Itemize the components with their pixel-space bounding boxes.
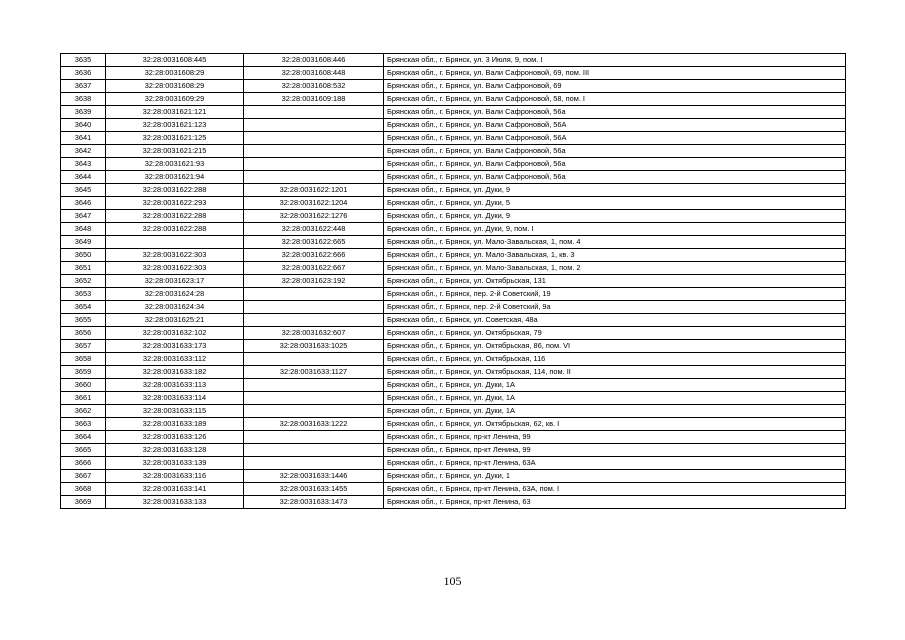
table-row — [61, 340, 846, 353]
address-cell: Брянская обл., г. Брянск, ул. Вали Сафроновой, 56А — [384, 132, 846, 145]
row-number-cell: 3651 — [61, 262, 106, 275]
row-number-cell: 3652 — [61, 275, 106, 288]
table-row — [61, 405, 846, 418]
building-cadastral-number-cell: 32:28:0031633:1025 — [244, 340, 384, 353]
building-cadastral-number-cell: 32:28:0031609:188 — [244, 93, 384, 106]
row-number-cell: 3644 — [61, 171, 106, 184]
land-cadastral-number-cell: 32:28:0031621:93 — [106, 158, 244, 171]
row-number-cell: 3660 — [61, 379, 106, 392]
row-number-cell: 3638 — [61, 93, 106, 106]
address-cell: Брянская обл., г. Брянск, пр-кт Ленина, 99 — [384, 444, 846, 457]
land-cadastral-number-cell: 32:28:0031608:29 — [106, 80, 244, 93]
table-row — [61, 275, 846, 288]
row-number-cell: 3640 — [61, 119, 106, 132]
address-cell: Брянская обл., г. Брянск, ул. Дуки, 1А — [384, 379, 846, 392]
address-cell: Брянская обл., г. Брянск, ул. Октябрьская, 114, пом. II — [384, 366, 846, 379]
row-number-cell: 3658 — [61, 353, 106, 366]
row-number-cell: 3665 — [61, 444, 106, 457]
building-cadastral-number-cell: 32:28:0031632:607 — [244, 327, 384, 340]
row-number-cell: 3650 — [61, 249, 106, 262]
land-cadastral-number-cell: 32:28:0031622:288 — [106, 210, 244, 223]
land-cadastral-number-cell: 32:28:0031609:29 — [106, 93, 244, 106]
address-cell: Брянская обл., г. Брянск, пр-кт Ленина, 63 — [384, 496, 846, 509]
building-cadastral-number-cell: 32:28:0031623:192 — [244, 275, 384, 288]
row-number-cell: 3659 — [61, 366, 106, 379]
building-cadastral-number-cell — [244, 132, 384, 145]
table-row — [61, 483, 846, 496]
land-cadastral-number-cell: 32:28:0031633:139 — [106, 457, 244, 470]
row-number-cell: 3667 — [61, 470, 106, 483]
row-number-cell: 3647 — [61, 210, 106, 223]
table-row — [61, 210, 846, 223]
building-cadastral-number-cell — [244, 158, 384, 171]
building-cadastral-number-cell: 32:28:0031608:448 — [244, 67, 384, 80]
table-row — [61, 457, 846, 470]
table-row — [61, 54, 846, 67]
address-cell: Брянская обл., г. Брянск, ул. Октябрьская, 79 — [384, 327, 846, 340]
row-number-cell: 3639 — [61, 106, 106, 119]
building-cadastral-number-cell: 32:28:0031622:1276 — [244, 210, 384, 223]
table-row — [61, 379, 846, 392]
table-row — [61, 392, 846, 405]
table-row — [61, 184, 846, 197]
row-number-cell: 3666 — [61, 457, 106, 470]
address-cell: Брянская обл., г. Брянск, ул. Дуки, 5 — [384, 197, 846, 210]
building-cadastral-number-cell — [244, 392, 384, 405]
row-number-cell: 3646 — [61, 197, 106, 210]
land-cadastral-number-cell: 32:28:0031623:17 — [106, 275, 244, 288]
page-number: 105 — [443, 574, 462, 588]
address-cell: Брянская обл., г. Брянск, ул. Дуки, 9, пом. I — [384, 223, 846, 236]
building-cadastral-number-cell — [244, 106, 384, 119]
building-cadastral-number-cell — [244, 457, 384, 470]
address-cell: Брянская обл., г. Брянск, ул. Дуки, 1 — [384, 470, 846, 483]
table-row — [61, 366, 846, 379]
address-cell: Брянская обл., г. Брянск, ул. 3 Июля, 9, пом. I — [384, 54, 846, 67]
row-number-cell: 3642 — [61, 145, 106, 158]
address-cell: Брянская обл., г. Брянск, ул. Мало-Завальская, 1, пом. 2 — [384, 262, 846, 275]
building-cadastral-number-cell — [244, 288, 384, 301]
land-cadastral-number-cell: 32:28:0031633:116 — [106, 470, 244, 483]
row-number-cell: 3655 — [61, 314, 106, 327]
address-cell: Брянская обл., г. Брянск, ул. Дуки, 1А — [384, 405, 846, 418]
building-cadastral-number-cell: 32:28:0031633:1127 — [244, 366, 384, 379]
table-row — [61, 106, 846, 119]
address-cell: Брянская обл., г. Брянск, ул. Мало-Завальская, 1, кв. 3 — [384, 249, 846, 262]
building-cadastral-number-cell: 32:28:0031608:532 — [244, 80, 384, 93]
land-cadastral-number-cell: 32:28:0031625:21 — [106, 314, 244, 327]
land-cadastral-number-cell: 32:28:0031633:189 — [106, 418, 244, 431]
row-number-cell: 3653 — [61, 288, 106, 301]
table-row — [61, 301, 846, 314]
table-row — [61, 249, 846, 262]
table-row — [61, 496, 846, 509]
building-cadastral-number-cell — [244, 431, 384, 444]
table-row — [61, 418, 846, 431]
building-cadastral-number-cell — [244, 301, 384, 314]
building-cadastral-number-cell — [244, 353, 384, 366]
row-number-cell: 3664 — [61, 431, 106, 444]
table-row — [61, 262, 846, 275]
address-cell: Брянская обл., г. Брянск, ул. Дуки, 9 — [384, 210, 846, 223]
table-row — [61, 67, 846, 80]
address-cell: Брянская обл., г. Брянск, ул. Вали Сафроновой, 58, пом. I — [384, 93, 846, 106]
table-row — [61, 93, 846, 106]
table-row — [61, 327, 846, 340]
building-cadastral-number-cell — [244, 379, 384, 392]
building-cadastral-number-cell: 32:28:0031633:1473 — [244, 496, 384, 509]
land-cadastral-number-cell: 32:28:0031632:102 — [106, 327, 244, 340]
address-cell: Брянская обл., г. Брянск, пр-кт Ленина, 63А — [384, 457, 846, 470]
table-row — [61, 119, 846, 132]
row-number-cell: 3669 — [61, 496, 106, 509]
address-cell: Брянская обл., г. Брянск, ул. Мало-Завальская, 1, пом. 4 — [384, 236, 846, 249]
table-row — [61, 158, 846, 171]
land-cadastral-number-cell: 32:28:0031621:215 — [106, 145, 244, 158]
table-row — [61, 444, 846, 457]
address-cell: Брянская обл., г. Брянск, ул. Октябрьская, 86, пом. VI — [384, 340, 846, 353]
table-row — [61, 132, 846, 145]
land-cadastral-number-cell: 32:28:0031621:94 — [106, 171, 244, 184]
address-cell: Брянская обл., г. Брянск, пер. 2-й Советский, 9а — [384, 301, 846, 314]
land-cadastral-number-cell: 32:28:0031621:125 — [106, 132, 244, 145]
table-row — [61, 80, 846, 93]
building-cadastral-number-cell: 32:28:0031622:666 — [244, 249, 384, 262]
row-number-cell: 3661 — [61, 392, 106, 405]
land-cadastral-number-cell — [106, 236, 244, 249]
row-number-cell: 3636 — [61, 67, 106, 80]
building-cadastral-number-cell — [244, 444, 384, 457]
land-cadastral-number-cell: 32:28:0031622:303 — [106, 262, 244, 275]
address-cell: Брянская обл., г. Брянск, ул. Вали Сафроновой, 69 — [384, 80, 846, 93]
building-cadastral-number-cell: 32:28:0031622:1204 — [244, 197, 384, 210]
address-cell: Брянская обл., г. Брянск, ул. Вали Сафроновой, 56а — [384, 171, 846, 184]
table-row — [61, 197, 846, 210]
table-body — [61, 54, 846, 509]
land-cadastral-number-cell: 32:28:0031633:128 — [106, 444, 244, 457]
row-number-cell: 3662 — [61, 405, 106, 418]
land-cadastral-number-cell: 32:28:0031633:173 — [106, 340, 244, 353]
address-cell: Брянская обл., г. Брянск, ул. Октябрьская, 62, кв. I — [384, 418, 846, 431]
table-row — [61, 353, 846, 366]
land-cadastral-number-cell: 32:28:0031624:34 — [106, 301, 244, 314]
row-number-cell: 3643 — [61, 158, 106, 171]
land-cadastral-number-cell: 32:28:0031608:29 — [106, 67, 244, 80]
table-row — [61, 171, 846, 184]
building-cadastral-number-cell: 32:28:0031633:1222 — [244, 418, 384, 431]
land-cadastral-number-cell: 32:28:0031622:288 — [106, 184, 244, 197]
row-number-cell: 3641 — [61, 132, 106, 145]
address-cell: Брянская обл., г. Брянск, пер. 2-й Советский, 19 — [384, 288, 846, 301]
land-cadastral-number-cell: 32:28:0031633:182 — [106, 366, 244, 379]
land-cadastral-number-cell: 32:28:0031633:133 — [106, 496, 244, 509]
land-cadastral-number-cell: 32:28:0031608:445 — [106, 54, 244, 67]
address-cell: Брянская обл., г. Брянск, пр-кт Ленина, 63А, пом. I — [384, 483, 846, 496]
row-number-cell: 3635 — [61, 54, 106, 67]
row-number-cell: 3648 — [61, 223, 106, 236]
land-cadastral-number-cell: 32:28:0031622:293 — [106, 197, 244, 210]
building-cadastral-number-cell — [244, 314, 384, 327]
land-cadastral-number-cell: 32:28:0031633:113 — [106, 379, 244, 392]
address-cell: Брянская обл., г. Брянск, ул. Дуки, 9 — [384, 184, 846, 197]
address-cell: Брянская обл., г. Брянск, ул. Вали Сафроновой, 56а — [384, 106, 846, 119]
row-number-cell: 3645 — [61, 184, 106, 197]
building-cadastral-number-cell: 32:28:0031622:667 — [244, 262, 384, 275]
row-number-cell: 3663 — [61, 418, 106, 431]
land-cadastral-number-cell: 32:28:0031633:141 — [106, 483, 244, 496]
land-cadastral-number-cell: 32:28:0031621:121 — [106, 106, 244, 119]
land-cadastral-number-cell: 32:28:0031633:112 — [106, 353, 244, 366]
property-register-table — [60, 53, 846, 509]
address-cell: Брянская обл., г. Брянск, ул. Вали Сафроновой, 56а — [384, 158, 846, 171]
table-row — [61, 236, 846, 249]
row-number-cell: 3654 — [61, 301, 106, 314]
address-cell: Брянская обл., г. Брянск, пр-кт Ленина, 99 — [384, 431, 846, 444]
row-number-cell: 3657 — [61, 340, 106, 353]
building-cadastral-number-cell: 32:28:0031622:448 — [244, 223, 384, 236]
row-number-cell: 3656 — [61, 327, 106, 340]
land-cadastral-number-cell: 32:28:0031633:126 — [106, 431, 244, 444]
building-cadastral-number-cell: 32:28:0031622:1201 — [244, 184, 384, 197]
table-row — [61, 288, 846, 301]
address-cell: Брянская обл., г. Брянск, ул. Октябрьская, 131 — [384, 275, 846, 288]
building-cadastral-number-cell — [244, 145, 384, 158]
land-cadastral-number-cell: 32:28:0031622:303 — [106, 249, 244, 262]
table-row — [61, 223, 846, 236]
building-cadastral-number-cell — [244, 119, 384, 132]
address-cell: Брянская обл., г. Брянск, ул. Вали Сафроновой, 56А — [384, 119, 846, 132]
building-cadastral-number-cell: 32:28:0031622:665 — [244, 236, 384, 249]
address-cell: Брянская обл., г. Брянск, ул. Вали Сафроновой, 56а — [384, 145, 846, 158]
land-cadastral-number-cell: 32:28:0031624:28 — [106, 288, 244, 301]
land-cadastral-number-cell: 32:28:0031633:114 — [106, 392, 244, 405]
address-cell: Брянская обл., г. Брянск, ул. Советская, 48а — [384, 314, 846, 327]
land-cadastral-number-cell: 32:28:0031622:288 — [106, 223, 244, 236]
table-row — [61, 314, 846, 327]
building-cadastral-number-cell — [244, 171, 384, 184]
building-cadastral-number-cell: 32:28:0031633:1455 — [244, 483, 384, 496]
table-row — [61, 145, 846, 158]
row-number-cell: 3649 — [61, 236, 106, 249]
land-cadastral-number-cell: 32:28:0031621:123 — [106, 119, 244, 132]
row-number-cell: 3668 — [61, 483, 106, 496]
building-cadastral-number-cell: 32:28:0031608:446 — [244, 54, 384, 67]
address-cell: Брянская обл., г. Брянск, ул. Вали Сафроновой, 69, пом. III — [384, 67, 846, 80]
address-cell: Брянская обл., г. Брянск, ул. Дуки, 1А — [384, 392, 846, 405]
row-number-cell: 3637 — [61, 80, 106, 93]
building-cadastral-number-cell: 32:28:0031633:1446 — [244, 470, 384, 483]
land-cadastral-number-cell: 32:28:0031633:115 — [106, 405, 244, 418]
building-cadastral-number-cell — [244, 405, 384, 418]
table-row — [61, 470, 846, 483]
address-cell: Брянская обл., г. Брянск, ул. Октябрьская, 116 — [384, 353, 846, 366]
table-row — [61, 431, 846, 444]
